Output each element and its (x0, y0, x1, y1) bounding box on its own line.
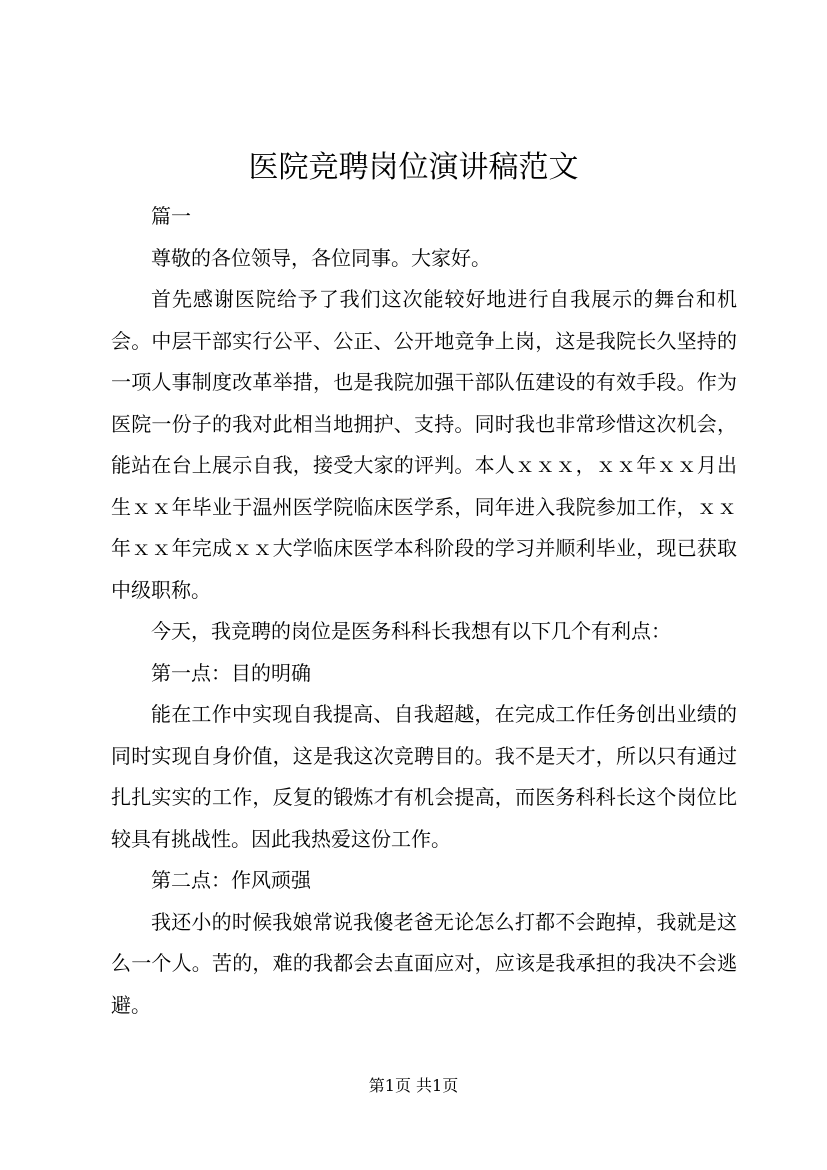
page-footer: 第1页 共1页 (368, 1076, 459, 1095)
point-two-paragraph: 我还小的时候我娘常说我傻老爸无论怎么打都不会跑掉，我就是这么一个人。苦的，难的我都会去直面应对，应该是我承担的我决不会逃避。 (111, 909, 737, 1017)
point-one-paragraph: 能在工作中实现自我提高、自我超越，在完成工作任务创出业绩的同时实现自身价值，这是我这次竞聘目的。我不是天才，所以只有通过扎扎实实的工作，反复的锻炼才有机会提高，而医务科科长这个岗位比较具有挑战性。因此我热爱这份工作。 (111, 702, 737, 851)
section-heading: 篇一 (151, 204, 191, 228)
intro-paragraph: 首先感谢医院给予了我们这次能较好地进行自我展示的舞台和机会。中层干部实行公平、公正、公开地竞争上岗，这是我院长久坚持的一项人事制度改革举措，也是我院加强干部队伍建设的有效手段。作为医院一份子的我对此相当地拥护、支持。同时我也非常珍惜这次机会，能站在台上展示自我，接受大家的评判。本人ｘｘｘ，ｘｘ年ｘｘ月出生ｘｘ年毕业于温州医学院临床医学系，同年进入我院参加工作，ｘｘ年ｘｘ年完成ｘｘ大学临床医学本科阶段的学习并顺利毕业，现已获取中级职称。 (111, 287, 737, 602)
point-two-heading: 第二点：作风顽强 (151, 868, 311, 892)
position-paragraph: 今天，我竞聘的岗位是医务科科长我想有以下几个有利点： (151, 619, 671, 643)
document-title: 医院竞聘岗位演讲稿范文 (248, 150, 579, 185)
point-one-heading: 第一点：目的明确 (151, 660, 311, 685)
greeting-paragraph: 尊敬的各位领导，各位同事。大家好。 (151, 245, 491, 270)
document-body (111, 196, 737, 1026)
